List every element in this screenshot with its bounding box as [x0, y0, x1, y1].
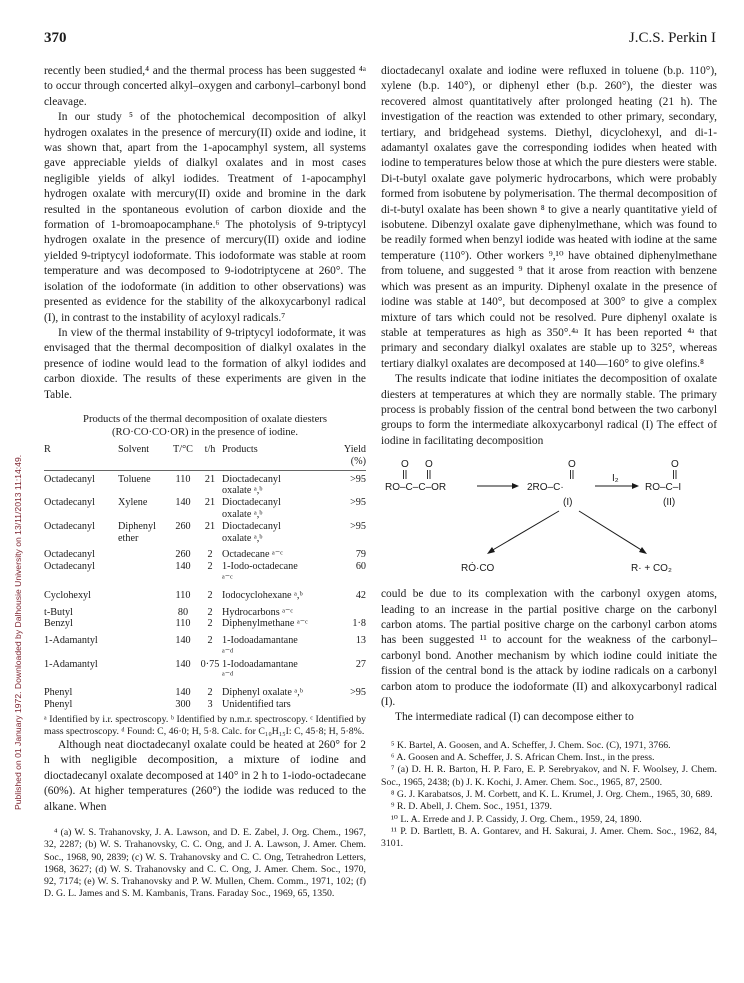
cell-product: 1-Iodo-octadecane ᵃ⁻ᶜ — [222, 561, 298, 584]
footnote: ⁹ R. D. Abell, J. Chem. Soc., 1951, 1379. — [391, 801, 552, 813]
cell-solvent — [118, 585, 168, 602]
table-caption: Products of the thermal decomposition of oxalate diesters (RO·CO·CO·OR) in the presence of iodine. — [83, 413, 327, 439]
cell-time: 2 — [207, 589, 213, 601]
cell-temperature: 80 — [177, 606, 189, 618]
header-yield-top: Yield — [343, 443, 366, 455]
paragraph: could be due to its complexation with the carbonyl oxygen atoms, leading to an increase in the partial positive charge on the carbonyl carbon atoms. The partial positive charge on the carbonyl carbon atoms has been suggested ¹¹ to account for the weakness of the carbonyl–carbonyl bond. Another mechanism by which iodine could initiate the fission of the central bond is the attack by iodine radicals on a carbonyl carbon atom to produce the iodoformate (II) and alkoxycarbonyl radical (I). — [381, 588, 717, 708]
cell-time: 2 — [207, 687, 213, 699]
cell-temperature: 140 — [175, 561, 191, 573]
cell-yield: >95 — [350, 520, 366, 532]
header-yield — [308, 444, 366, 470]
header-yield-bottom: (%) — [350, 455, 366, 467]
cell-yield: 79 — [355, 549, 366, 561]
reactant-formula: RO–C–C–OR — [385, 482, 447, 494]
table-row — [44, 521, 366, 545]
cell-time: 3 — [207, 699, 213, 711]
cell-solvent — [118, 618, 168, 630]
cell-yield: 42 — [355, 589, 366, 601]
cell-r: t-Butyl — [44, 606, 73, 618]
table-row — [44, 561, 366, 585]
cell-temperature: 140 — [175, 687, 191, 699]
cell-time: 21 — [204, 497, 216, 509]
table-row — [44, 497, 366, 521]
cell-temperature: 140 — [175, 658, 191, 670]
table-footnotes: ᵃ Identified by i.r. spectroscopy. ᵇ Identified by n.m.r. spectroscopy. ᶜ Identified by mass spectroscopy. ᵈ Found: C, 46·0; H, 5·8. Calc. for C₁₀H₁₅I: C, 45·8; H, 5·8%. — [44, 713, 366, 737]
label-radical-I: (I) — [563, 497, 573, 509]
footnote: ⁷ (a) D. H. R. Barton, H. P. Faro, E. P. Serebryakov, and N. F. Woolsey, J. Chem. Soc., 1965, 2438; (b) J. K. Kochi, J. Amer. Chem. Soc., 1965, 87, 2500. — [381, 764, 717, 788]
cell-product: Dioctadecanyl oxalate ᵃ,ᵇ — [222, 473, 281, 497]
cell-r: Octadecanyl — [44, 473, 95, 485]
cell-solvent: Xylene — [118, 497, 148, 509]
table-row — [44, 585, 366, 602]
cell-r: 1-Adamantyl — [44, 658, 98, 670]
cell-temperature: 110 — [175, 473, 191, 485]
cell-yield — [308, 699, 366, 711]
footnote: ¹⁰ L. A. Errede and J. P. Cassidy, J. Org. Chem., 1959, 24, 1890. — [391, 813, 642, 825]
cell-r: 1-Adamantyl — [44, 635, 98, 647]
paragraph: In our study ⁵ of the photochemical decomposition of alkyl hydrogen oxalates in the presence of mercury(II) oxide and iodine, it was shown that, apart from the 1-apocamphyl system, all systems gave appreciable yields of dialkyl oxalates and in most cases negligible yields of alkyl iodides. Treatment of 1-apocamphyl hydrogen oxalate with mercury(II) oxide and bromine in the dark resulted in the spontaneous evolution of carbon dioxide and the formation of 1-bromoapocamphane.⁶ The photolysis of 9-triptycyl hydrogen oxalate in the presence of mercury(II) oxide and iodine yielded 9-triptycyl iodoformate. This iodoformate was stable at room temperature and was decomposed to 9-iodotriptycene at 260°. The isolation of the iodoformate (in addition to other observations) was presented as evidence for the stability of the alkoxycarbonyl radical (I), in contrast to the instability of acyloxyl radicals.⁷ — [44, 111, 366, 324]
cell-product: Iodocyclohexane ᵃ,ᵇ — [222, 589, 303, 601]
cell-time: 2 — [207, 618, 213, 630]
page-header — [44, 30, 716, 52]
footnotes-right — [381, 740, 717, 851]
carbonyl-o-2: O — [425, 459, 433, 471]
table-row — [44, 659, 366, 683]
paragraph: In view of the thermal instability of 9-triptycyl iodoformate, it was envisaged that the thermal decomposition of dialkyl oxalates in the presence of iodine would lead to the formation of alkyl iodides and carbon dioxide. The results of these experiments are given in the Table. — [44, 326, 366, 401]
cell-solvent — [118, 630, 168, 659]
iodine-reagent: I₂ — [612, 473, 619, 485]
paragraph: The intermediate radical (I) can decompose either to — [395, 711, 634, 724]
provenance-strip — [2, 190, 23, 810]
alkyl-radical-co2-formula: R· + CO₂ — [631, 563, 672, 575]
cell-yield: >95 — [350, 497, 366, 509]
cell-yield: 27 — [355, 658, 366, 670]
results-table-block — [44, 413, 366, 738]
right-column — [381, 64, 717, 850]
cell-product: 1-Iodoadamantane ᵃ⁻ᵈ — [222, 658, 298, 682]
cell-product: Dioctadecanyl oxalate ᵃ,ᵇ — [222, 497, 281, 520]
cell-product: Unidentified tars — [222, 699, 291, 711]
provenance-text: Published on 01 January 1972. Downloaded by Dalhousie University on 13/11/2013 11:14:49. — [13, 454, 23, 810]
cell-r: Phenyl — [44, 687, 73, 699]
cell-r: Octadecanyl — [44, 549, 95, 561]
cell-product: Diphenylmethane ᵃ⁻ᶜ — [222, 618, 308, 630]
cell-solvent — [118, 602, 168, 619]
paragraph: dioctadecanyl oxalate and iodine were refluxed in toluene (b.p. 110°), xylene (b.p. 140°), or diphenyl ether (b.p. 260°), the diester was recovered almost quantitatively after prolonged heating (21 h). The investigation of the reaction was extended to other primary, secondary, tertiary, and bridgehead systems. Diethyl, dicyclohexyl, and di-1-adamantyl oxalates gave the corresponding iodides when heated with iodine to temperatures below those at which the pure diesters were stable. Di-t-butyl oxalate gave polymeric hydrocarbons, which were probably formed from isobutene by polymerisation. The thermal decomposition of di-t-butyl oxalate has been shown ⁸ to give a nearly quantitative yield of isobutene. Dibenzyl oxalate gave diphenylmethane, which was found to be readily formed when benzyl iodide was heated with iodine at the same temperature (110°). Other workers ⁹,¹⁰ have obtained diphenylmethane from toluene, and suggested ⁹ that it arose from reaction with benzene which was present as an impurity. Diphenyl oxalate in the presence of iodine was stable at 140°, but decomposed at 300° to give a complex mixture of tars which could not be resolved. Pure diphenyl oxalate is stable at temperatures as high as 350°.⁴ᵃ It has been reported ⁴ᵃ that primary and secondary dialkyl oxalates are stable up to 325°, whereas tertiary dialkyl oxalates are decomposed at 140—160° to give olefins.⁸ — [381, 65, 717, 370]
cell-temperature: 260 — [175, 520, 191, 532]
cell-yield: 1·8 — [352, 618, 366, 630]
cell-time: 2 — [207, 549, 213, 561]
cell-solvent — [118, 659, 168, 683]
cell-product: Diphenyl oxalate ᵃ,ᵇ — [222, 687, 303, 699]
cell-solvent — [118, 544, 168, 561]
footnotes-left — [44, 827, 366, 901]
cell-product: Octadecane ᵃ⁻ᶜ — [222, 549, 283, 561]
cell-temperature: 110 — [175, 589, 191, 601]
header-time: t/h — [198, 444, 222, 470]
results-table — [44, 444, 366, 711]
cell-time: 2 — [207, 606, 213, 618]
cell-r: Octadecanyl — [44, 497, 95, 509]
cell-solvent — [118, 561, 168, 585]
paragraph: Although neat dioctadecanyl oxalate could be heated at 260° for 2 h with negligible decomposition, a mixture of iodine and dioctadecanyl oxalate decomposed at 140° in 2 h to 1-iodo-octadecane (60%). At higher temperatures (260°) the iodide was reduced to the alkane. When — [44, 738, 366, 813]
cell-time: 21 — [204, 520, 216, 532]
cell-solvent — [118, 682, 168, 699]
cell-time: 0·75 — [200, 658, 220, 670]
cell-product: 1-Iodoadamantane ᵃ⁻ᵈ — [222, 635, 298, 658]
table-row — [44, 682, 366, 699]
cell-time: 21 — [204, 473, 216, 485]
cell-yield — [308, 602, 366, 619]
cell-product: Hydrocarbons ᵃ⁻ᶜ — [222, 606, 294, 618]
footnote: ⁴ (a) W. S. Trahanovsky, J. A. Lawson, and D. E. Zabel, J. Org. Chem., 1967, 32, 2287; (b) W. S. Trahanovsky, C. C. Ong, and J. A. Lawson, J. Amer. Chem. Soc., 1968, 90, 2839; (c) W. S. Trahanovsky and C. C. Ong, Tetrahedron Letters, 1968, 3627; (d) W. S. Trahanovsky and C. C. Ong, J. Amer. Chem. Soc., 1970, 92, 7174; (e) W. S. Trahanovsky and P. W. Mullen, Chem. Comm., 1971, 102; (f) D. G. L. James and S. M. Kambanis, Trans. Faraday Soc., 1969, 65, 1350. — [44, 826, 366, 900]
cell-r: Octadecanyl — [44, 561, 95, 573]
reaction-scheme — [381, 455, 717, 583]
cell-temperature: 300 — [175, 699, 191, 711]
cell-temperature: 260 — [175, 549, 191, 561]
left-column — [44, 64, 366, 901]
cell-yield: >95 — [350, 473, 366, 485]
journal-title: J.C.S. Perkin I — [628, 30, 716, 46]
cell-time: 2 — [207, 635, 213, 647]
alkoxy-radical-formula: RȮ·CO — [461, 563, 495, 575]
header-temperature: T/°C — [168, 444, 198, 470]
cell-yield: 13 — [355, 635, 366, 647]
carbonyl-o-3: O — [568, 459, 576, 471]
table-row — [44, 544, 366, 561]
cell-temperature: 110 — [175, 618, 191, 630]
table-header-row — [44, 444, 366, 470]
table-body — [44, 470, 366, 711]
label-iodoformate-II: (II) — [663, 497, 676, 509]
header-r: R — [44, 444, 118, 470]
footnote: ⁸ G. J. Karabatsos, J. M. Corbett, and K. L. Krumel, J. Org. Chem., 1965, 30, 689. — [391, 789, 713, 800]
table-row — [44, 699, 366, 711]
carbonyl-o-4: O — [671, 459, 679, 471]
cell-temperature: 140 — [175, 497, 191, 509]
footnote: ⁶ A. Goosen and A. Scheffer, J. S. African Chem. Inst., in the press. — [391, 752, 655, 764]
cell-solvent — [118, 699, 168, 711]
table-row — [44, 470, 366, 497]
table-row — [44, 618, 366, 630]
cell-r: Phenyl — [44, 699, 73, 711]
radical-formula: 2RO–C· — [527, 482, 564, 494]
page-number: 370 — [44, 30, 67, 46]
cell-solvent: Diphenyl ether — [118, 520, 156, 544]
cell-r: Octadecanyl — [44, 520, 95, 532]
paragraph: recently been studied,⁴ and the thermal process has been suggested ⁴ᵃ to occur through concerted alkyl–oxygen and carbonyl–carbonyl bond cleavage. — [44, 65, 366, 108]
cell-solvent: Toluene — [118, 473, 151, 485]
table-row — [44, 602, 366, 619]
cell-r: Benzyl — [44, 618, 73, 630]
iodoformate-formula: RO–C–I — [645, 482, 682, 494]
footnote: ⁵ K. Bartel, A. Goosen, and A. Scheffer, J. Chem. Soc. (C), 1971, 3766. — [391, 739, 671, 751]
table-row — [44, 630, 366, 659]
paragraph: The results indicate that iodine initiates the decomposition of oxalate diesters at temperatures at which they are normally stable. The primary process is probably fission of the central bond between the two carbonyl groups to form the intermediate alkoxycarbonyl radical (I) The effect of iodine in facilitating decomposition — [381, 373, 717, 447]
footnote: ¹¹ P. D. Bartlett, B. A. Gontarev, and H. Sakurai, J. Amer. Chem. Soc., 1962, 84, 3101. — [381, 825, 717, 850]
header-solvent: Solvent — [118, 444, 168, 470]
cell-product: Dioctadecanyl oxalate ᵃ,ᵇ — [222, 520, 281, 544]
carbonyl-o-1: O — [401, 459, 409, 471]
cell-time: 2 — [207, 561, 213, 573]
cell-yield: 60 — [355, 561, 366, 573]
cell-temperature: 140 — [175, 635, 191, 647]
header-products: Products — [222, 444, 308, 470]
reaction-scheme-drawing — [381, 455, 717, 583]
cell-r: Cyclohexyl — [44, 589, 91, 601]
cell-yield: >95 — [350, 687, 366, 699]
